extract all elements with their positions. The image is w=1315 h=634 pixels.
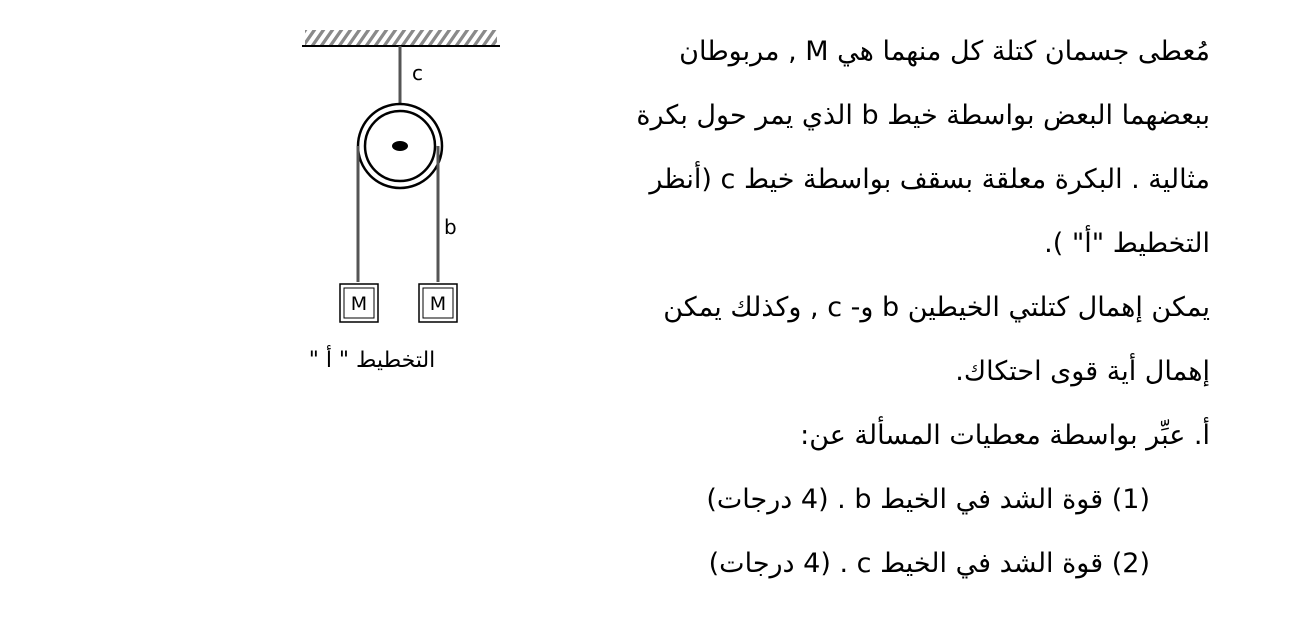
part-a-heading: أ. عبِّر بواسطة معطيات المسألة عن: — [800, 420, 1210, 451]
item-1: (1) قوة الشد في الخيط b . (4 درجات) — [706, 484, 1150, 515]
intro-line-1: مُعطى جسمان كتلة كل منهما هي M , مربوطان — [679, 36, 1210, 67]
mass-right-label: M — [429, 293, 447, 315]
intro-line-2: ببعضهما البعض بواسطة خيط b الذي يمر حول بكرة — [636, 100, 1210, 131]
pulley-diagram — [300, 22, 510, 372]
intro-line-3: مثالية . البكرة معلقة بسقف بواسطة خيط c (أنظر — [649, 164, 1210, 195]
label-b: b — [444, 215, 457, 239]
problem-text — [510, 20, 1210, 596]
intro-line-4: التخطيط "أ" ). — [1044, 228, 1210, 259]
label-c: c — [412, 61, 423, 85]
ceiling-hatch — [305, 30, 497, 46]
item-2: (2) قوة الشد في الخيط c . (4 درجات) — [708, 548, 1150, 579]
intro-line-6: إهمال أية قوى احتكاك. — [955, 356, 1210, 387]
pulley-axle — [392, 141, 408, 151]
mass-left-label: M — [350, 293, 368, 315]
intro-line-5: يمكن إهمال كتلتي الخيطين b و- c , وكذلك يمكن — [663, 292, 1210, 323]
diagram-caption: التخطيط " أ " — [308, 348, 436, 372]
